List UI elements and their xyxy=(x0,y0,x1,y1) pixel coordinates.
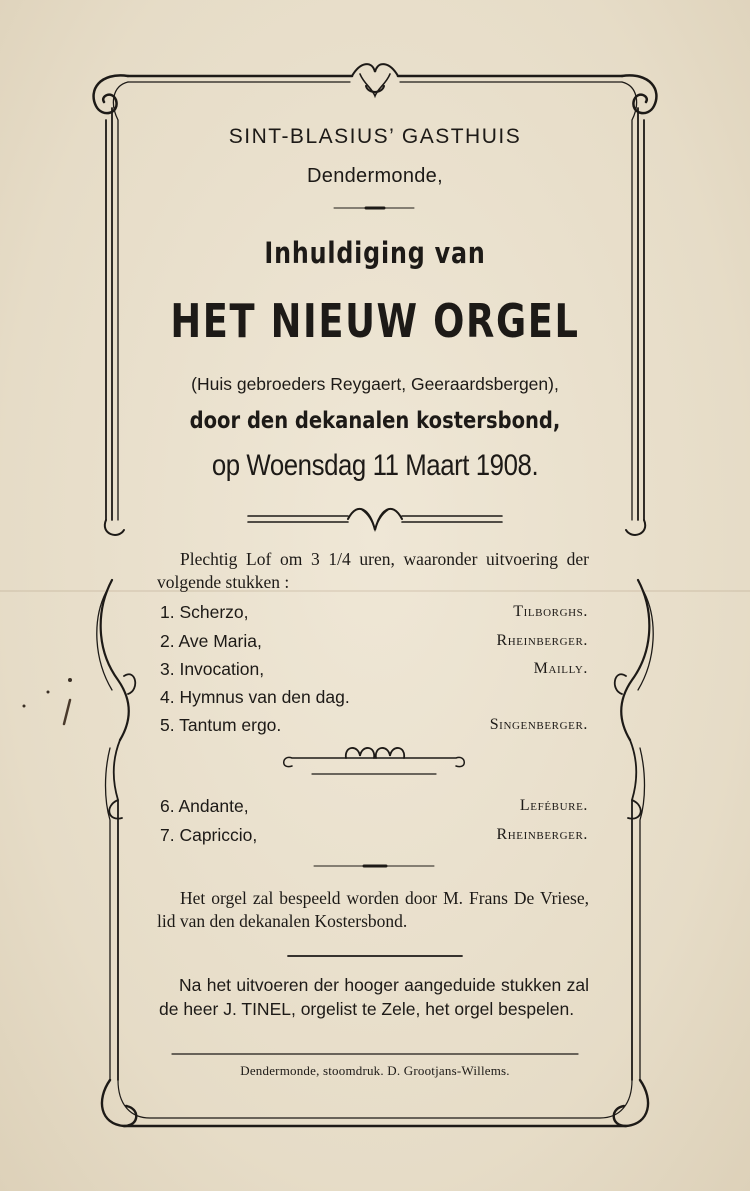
piece-title: 5. Tantum ergo. xyxy=(160,715,282,735)
piece-composer: Rheinberger. xyxy=(496,826,588,843)
program-intro: Plechtig Lof om 3 1/4 uren, waaronder uitvoering der volgende stukken : xyxy=(157,549,589,592)
piece-composer: Tilborghs. xyxy=(513,603,588,620)
piece-composer: Lefébure. xyxy=(519,797,588,814)
piece-title: 4. Hymnus van den dag. xyxy=(160,687,350,707)
list-item xyxy=(160,687,588,713)
list-item xyxy=(160,659,588,685)
piece-composer: Rheinberger. xyxy=(496,632,588,649)
list-item xyxy=(160,796,588,822)
organ-builder: (Huis gebroeders Reygaert, Geeraardsbergen), xyxy=(191,374,559,394)
piece-title: 7. Capriccio, xyxy=(160,825,258,845)
closing-note: Na het uitvoeren der hooger aangeduide stukken zal de heer J. TINEL, orgelist te Zele, het orgel bespelen. xyxy=(159,975,589,1019)
organizer: door den dekanalen kostersbond, xyxy=(189,408,561,434)
list-item xyxy=(160,715,588,741)
piece-title: 3. Invocation, xyxy=(160,659,265,679)
title-line-1: Inhuldiging van xyxy=(264,236,486,270)
hospital-name: SINT-BLASIUS’ GASTHUIS xyxy=(228,125,522,148)
organist-note: Het orgel zal bespeeld worden door M. Frans De Vriese, lid van den dekanalen Kostersbond. xyxy=(157,888,589,931)
piece-composer: Singenberger. xyxy=(489,716,588,733)
piece-title: 2. Ave Maria, xyxy=(160,631,262,651)
list-item xyxy=(160,602,588,628)
event-date: op Woensdag 11 Maart 1908. xyxy=(211,449,539,482)
printer-imprint: Dendermonde, stoomdruk. D. Grootjans-Willems. xyxy=(240,1063,510,1078)
piece-composer: Mailly. xyxy=(533,660,588,677)
title-line-2: HET NIEUW ORGEL xyxy=(170,294,580,348)
piece-title: 6. Andante, xyxy=(160,796,249,816)
list-item xyxy=(160,825,588,851)
piece-title: 1. Scherzo, xyxy=(160,602,249,622)
city-name: Dendermonde, xyxy=(307,165,443,187)
list-item xyxy=(160,631,588,657)
